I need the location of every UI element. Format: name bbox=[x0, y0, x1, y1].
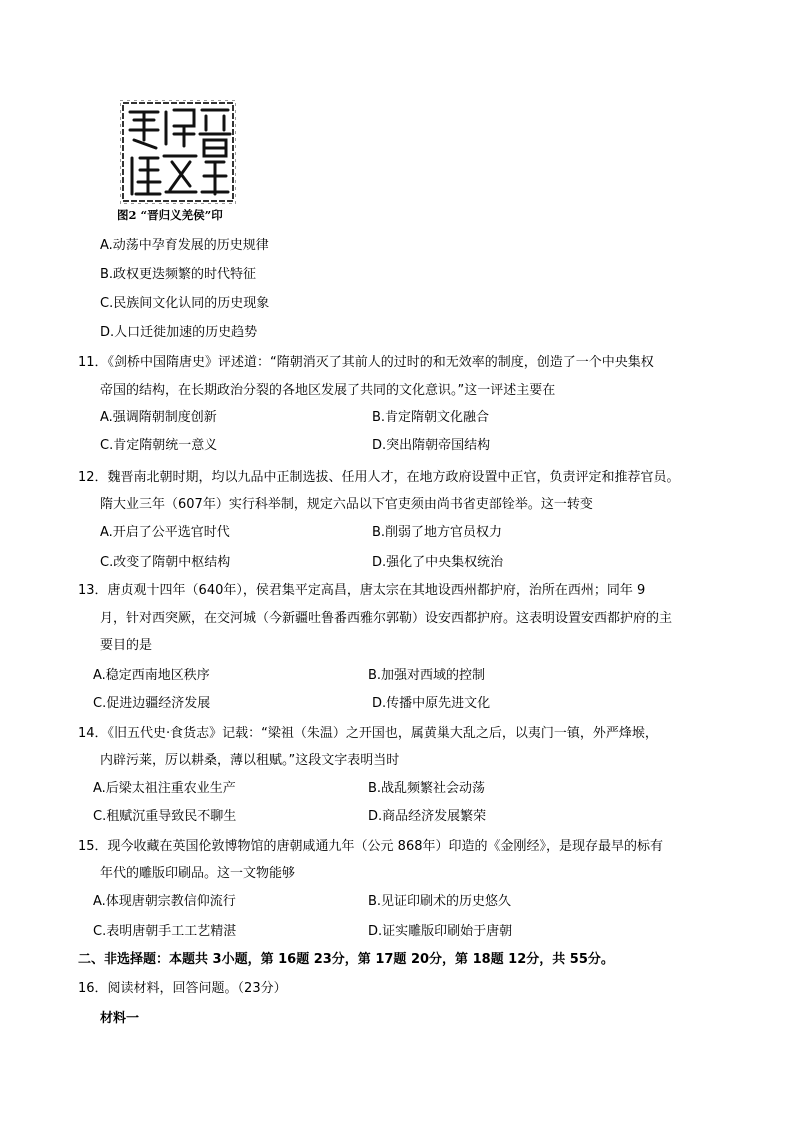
seal-image bbox=[120, 100, 236, 204]
figure-caption: 图2 “晋归义羌侯”印 bbox=[117, 208, 223, 222]
q14-option-c: C.租赋沉重导致民不聊生 bbox=[93, 809, 237, 824]
q12-stem-line2: 隋大业三年（607年）实行科举制，规定六品以下官吏须由尚书省吏部铨举。这一转变 bbox=[100, 497, 593, 512]
q13-stem-line1: 13．唐贞观十四年（640年），侯君集平定高昌，唐太宗在其地设西州都护府，治所在西州；同年 9 bbox=[78, 583, 646, 598]
q13-stem-line2: 月，针对西突厥，在交河城（今新疆吐鲁番西雅尔郭勒）设安西都护府。这表明设置安西都护府的主 bbox=[100, 611, 673, 626]
q10-option-a: A.动荡中孕育发展的历史规律 bbox=[100, 238, 269, 253]
q12-option-d: D.强化了中央集权统治 bbox=[372, 555, 504, 570]
q14-stem-line1: 14．《旧五代史·食货志》记载：“梁祖（朱温）之开国也，属黄巢大乱之后，以夷门一镇，外严烽堠， bbox=[78, 726, 658, 741]
q16-stem: 16．阅读材料，回答问题。（23分） bbox=[78, 981, 287, 996]
q12-option-a: A.开启了公平选官时代 bbox=[100, 525, 230, 540]
q15-stem-line1: 15．现今收藏在英国伦敦博物馆的唐朝咸通九年（公元 868年）印造的《金刚经》，是现存最早的标有 bbox=[78, 839, 663, 854]
material-1-label: 材料一 bbox=[100, 1011, 140, 1026]
q15-option-b: B.见证印刷术的历史悠久 bbox=[368, 894, 512, 909]
q15-option-c: C.表明唐朝手工工艺精湛 bbox=[93, 924, 237, 939]
q11-option-d: D.突出隋朝帝国结构 bbox=[372, 438, 491, 453]
q14-stem-line2: 内辟污莱，厉以耕桑，薄以租赋。”这段文字表明当时 bbox=[100, 753, 400, 768]
q12-option-b: B.削弱了地方官员权力 bbox=[372, 525, 503, 540]
q10-option-d: D.人口迁徙加速的历史趋势 bbox=[100, 325, 258, 340]
q11-stem-line1: 11．《剑桥中国隋唐史》评述道：“隋朝消灭了其前人的过时的和无效率的制度，创造了一个中央集权 bbox=[78, 355, 654, 370]
q10-option-c: C.民族间文化认同的历史现象 bbox=[100, 296, 270, 311]
q10-option-b: B.政权更迭频繁的时代特征 bbox=[100, 267, 257, 282]
q15-option-d: D.证实雕版印刷始于唐朝 bbox=[368, 924, 513, 939]
q14-option-b: B.战乱频繁社会动荡 bbox=[368, 781, 486, 796]
q13-option-b: B.加强对西域的控制 bbox=[368, 668, 486, 683]
q14-option-a: A.后梁太祖注重农业生产 bbox=[93, 781, 236, 796]
section-heading: 二、非选择题：本题共 3小题，第 16题 23分，第 17题 20分，第 18题 12分，共 55分。 bbox=[78, 952, 614, 967]
q13-stem-line3: 要目的是 bbox=[100, 638, 153, 653]
q14-option-d: D.商品经济发展繁荣 bbox=[368, 809, 487, 824]
q12-option-c: C.改变了隋朝中枢结构 bbox=[100, 555, 231, 570]
q11-option-a: A.强调隋朝制度创新 bbox=[100, 410, 217, 425]
q13-option-c: C.促进边疆经济发展 bbox=[93, 696, 211, 711]
q11-stem-line2: 帝国的结构，在长期政治分裂的各地区发展了共同的文化意识。”这一评述主要在 bbox=[100, 383, 556, 398]
q13-option-a: A.稳定西南地区秩序 bbox=[93, 668, 210, 683]
q11-option-b: B.肯定隋朝文化融合 bbox=[372, 410, 490, 425]
q12-stem-line1: 12．魏晋南北朝时期，均以九品中正制选拔、任用人才，在地方政府设置中正官，负责评定和推荐官员。 bbox=[78, 470, 680, 485]
q13-option-d: D.传播中原先进文化 bbox=[372, 696, 491, 711]
q11-option-c: C.肯定隋朝统一意义 bbox=[100, 438, 218, 453]
q15-option-a: A.体现唐朝宗教信仰流行 bbox=[93, 894, 236, 909]
q15-stem-line2: 年代的雕版印刷品。这一文物能够 bbox=[100, 866, 296, 881]
